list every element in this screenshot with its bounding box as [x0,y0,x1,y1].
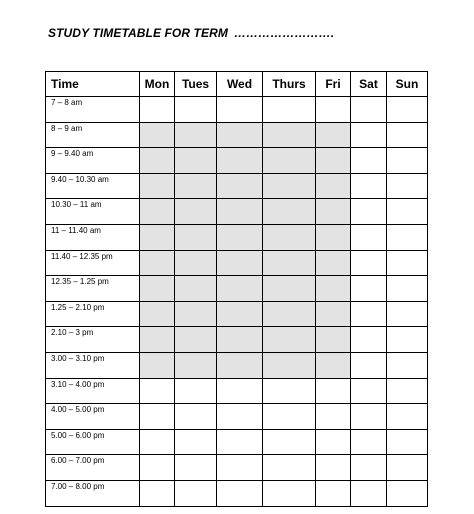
cell-sat[interactable] [351,301,387,327]
cell-sat[interactable] [351,378,387,404]
cell-thurs[interactable] [263,97,316,123]
cell-wed[interactable] [217,352,263,378]
cell-thurs[interactable] [263,455,316,481]
table-row [46,352,428,378]
cell-mon[interactable] [140,224,175,250]
cell-wed[interactable] [217,122,263,148]
cell-wed[interactable] [217,327,263,353]
table-row [46,276,428,302]
table-row [46,173,428,199]
cell-wed[interactable] [217,480,263,506]
cell-mon[interactable] [140,404,175,430]
cell-sat[interactable] [351,173,387,199]
cell-mon[interactable] [140,250,175,276]
cell-tues[interactable] [175,429,217,455]
cell-tues[interactable] [175,199,217,225]
cell-wed[interactable] [217,250,263,276]
table-row [46,327,428,353]
cell-sat[interactable] [351,276,387,302]
time-slot-label: 7 – 8 am [46,97,140,123]
time-slot-label: 10.30 – 11 am [46,199,140,225]
cell-tues[interactable] [175,250,217,276]
cell-sun[interactable] [387,378,428,404]
cell-wed[interactable] [217,404,263,430]
cell-sat[interactable] [351,480,387,506]
cell-sat[interactable] [351,199,387,225]
table-row [46,301,428,327]
time-slot-label: 11.40 – 12.35 pm [46,250,140,276]
header-fri: Fri [316,72,351,97]
cell-sun[interactable] [387,148,428,174]
cell-tues[interactable] [175,455,217,481]
cell-sun[interactable] [387,250,428,276]
cell-thurs[interactable] [263,199,316,225]
cell-wed[interactable] [217,429,263,455]
time-slot-label: 11 – 11.40 am [46,224,140,250]
cell-mon[interactable] [140,199,175,225]
timetable-body [46,97,428,507]
header-wed: Wed [217,72,263,97]
table-row [46,250,428,276]
cell-fri[interactable] [316,352,351,378]
timetable-grid [45,71,428,507]
cell-sun[interactable] [387,404,428,430]
cell-fri[interactable] [316,327,351,353]
table-row [46,429,428,455]
cell-sun[interactable] [387,122,428,148]
cell-tues[interactable] [175,378,217,404]
cell-thurs[interactable] [263,122,316,148]
cell-thurs[interactable] [263,301,316,327]
cell-thurs[interactable] [263,173,316,199]
time-slot-label: 9.40 – 10.30 am [46,173,140,199]
time-slot-label: 4.00 – 5.00 pm [46,404,140,430]
cell-tues[interactable] [175,480,217,506]
cell-thurs[interactable] [263,327,316,353]
cell-thurs[interactable] [263,429,316,455]
cell-sun[interactable] [387,173,428,199]
cell-sun[interactable] [387,276,428,302]
cell-mon[interactable] [140,429,175,455]
cell-wed[interactable] [217,148,263,174]
cell-fri[interactable] [316,429,351,455]
title-blank-line: ……………………. [233,26,335,40]
cell-sat[interactable] [351,122,387,148]
cell-fri[interactable] [316,148,351,174]
cell-wed[interactable] [217,378,263,404]
cell-wed[interactable] [217,199,263,225]
time-slot-label: 2.10 – 3 pm [46,327,140,353]
cell-sun[interactable] [387,480,428,506]
cell-tues[interactable] [175,301,217,327]
time-slot-label: 12.35 – 1.25 pm [46,276,140,302]
cell-fri[interactable] [316,250,351,276]
header-row [46,72,428,97]
cell-wed[interactable] [217,97,263,123]
cell-wed[interactable] [217,301,263,327]
cell-thurs[interactable] [263,250,316,276]
cell-sat[interactable] [351,352,387,378]
cell-mon[interactable] [140,148,175,174]
cell-fri[interactable] [316,455,351,481]
cell-mon[interactable] [140,455,175,481]
cell-fri[interactable] [316,122,351,148]
cell-fri[interactable] [316,276,351,302]
cell-tues[interactable] [175,327,217,353]
cell-fri[interactable] [316,173,351,199]
table-row [46,148,428,174]
table-row [46,224,428,250]
time-slot-label: 8 – 9 am [46,122,140,148]
cell-sun[interactable] [387,224,428,250]
cell-thurs[interactable] [263,224,316,250]
cell-fri[interactable] [316,301,351,327]
table-row [46,122,428,148]
cell-sun[interactable] [387,199,428,225]
cell-mon[interactable] [140,122,175,148]
cell-tues[interactable] [175,122,217,148]
table-row [46,378,428,404]
cell-fri[interactable] [316,404,351,430]
cell-wed[interactable] [217,455,263,481]
table-row [46,97,428,123]
cell-thurs[interactable] [263,148,316,174]
cell-fri[interactable] [316,199,351,225]
cell-thurs[interactable] [263,276,316,302]
cell-sun[interactable] [387,429,428,455]
cell-sat[interactable] [351,250,387,276]
cell-tues[interactable] [175,276,217,302]
cell-sat[interactable] [351,148,387,174]
title-text: STUDY TIMETABLE FOR TERM [48,26,228,40]
cell-fri[interactable] [316,224,351,250]
cell-sun[interactable] [387,327,428,353]
cell-sun[interactable] [387,455,428,481]
header-sun: Sun [387,72,428,97]
cell-mon[interactable] [140,352,175,378]
cell-tues[interactable] [175,148,217,174]
time-slot-label: 5.00 – 6.00 pm [46,429,140,455]
table-row [46,455,428,481]
cell-sat[interactable] [351,327,387,353]
cell-fri[interactable] [316,97,351,123]
header-thurs: Thurs [263,72,316,97]
cell-fri[interactable] [316,378,351,404]
cell-mon[interactable] [140,276,175,302]
cell-thurs[interactable] [263,378,316,404]
cell-wed[interactable] [217,173,263,199]
cell-sat[interactable] [351,224,387,250]
header-time: Time [46,72,140,97]
time-slot-label: 6.00 – 7.00 pm [46,455,140,481]
cell-fri[interactable] [316,480,351,506]
cell-wed[interactable] [217,276,263,302]
cell-mon[interactable] [140,97,175,123]
time-slot-label: 3.00 – 3.10 pm [46,352,140,378]
cell-sat[interactable] [351,455,387,481]
cell-thurs[interactable] [263,352,316,378]
cell-tues[interactable] [175,97,217,123]
cell-tues[interactable] [175,404,217,430]
time-slot-label: 9 – 9.40 am [46,148,140,174]
table-row [46,404,428,430]
table-row [46,199,428,225]
cell-mon[interactable] [140,378,175,404]
cell-sat[interactable] [351,97,387,123]
cell-tues[interactable] [175,352,217,378]
time-slot-label: 1.25 – 2.10 pm [46,301,140,327]
cell-mon[interactable] [140,301,175,327]
table-row [46,480,428,506]
header-mon: Mon [140,72,175,97]
header-tues: Tues [175,72,217,97]
cell-mon[interactable] [140,480,175,506]
time-slot-label: 7.00 – 8.00 pm [46,480,140,506]
cell-sun[interactable] [387,97,428,123]
cell-tues[interactable] [175,173,217,199]
cell-thurs[interactable] [263,404,316,430]
cell-thurs[interactable] [263,480,316,506]
page-title [48,26,334,40]
cell-sat[interactable] [351,429,387,455]
cell-mon[interactable] [140,173,175,199]
cell-sun[interactable] [387,301,428,327]
cell-sat[interactable] [351,404,387,430]
time-slot-label: 3.10 – 4.00 pm [46,378,140,404]
cell-tues[interactable] [175,224,217,250]
header-sat: Sat [351,72,387,97]
cell-wed[interactable] [217,224,263,250]
cell-mon[interactable] [140,327,175,353]
cell-sun[interactable] [387,352,428,378]
